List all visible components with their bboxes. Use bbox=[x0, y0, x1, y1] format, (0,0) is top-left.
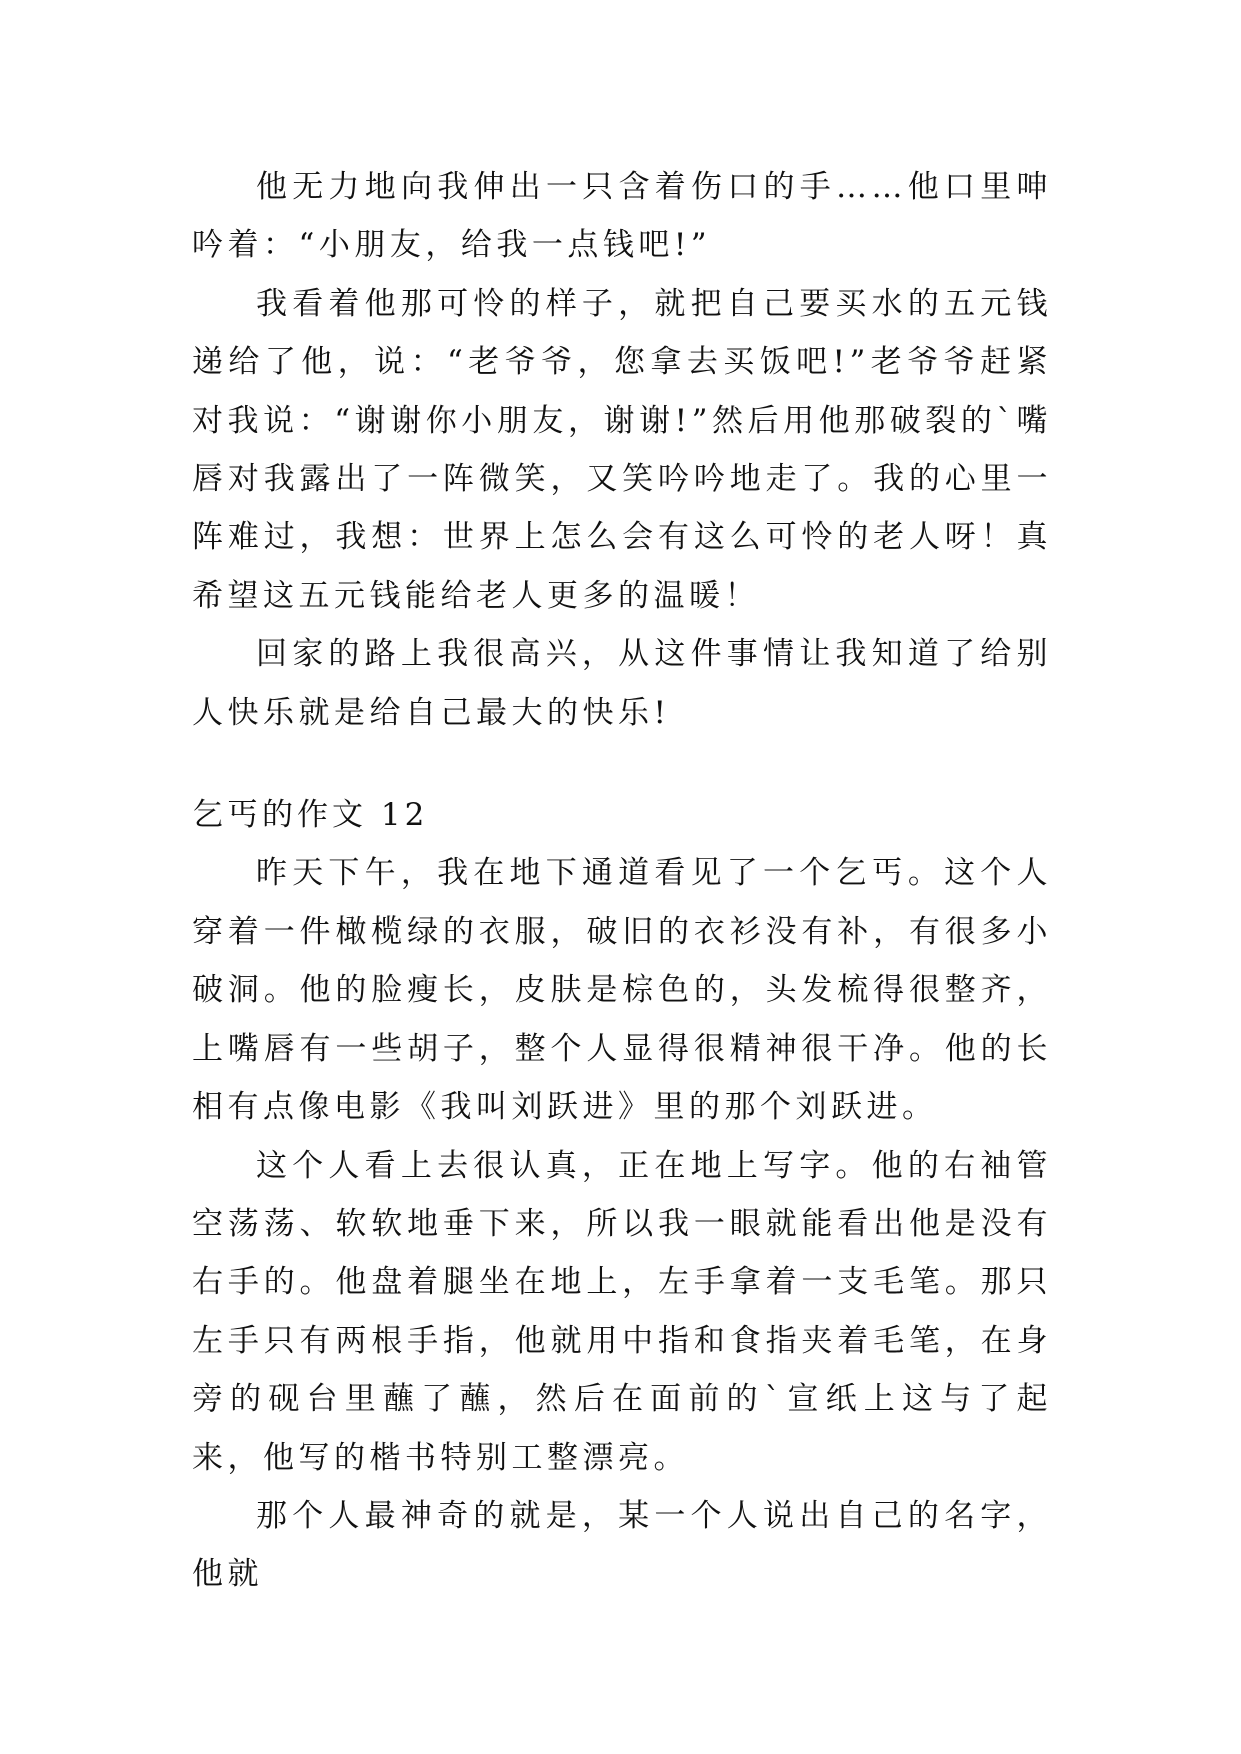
paragraph: 这个人看上去很认真，正在地上写字。他的右袖管空荡荡、软软地垂下来，所以我一眼就能看出他是没有右手的。他盘着腿坐在地上，左手拿着一支毛笔。那只左手只有两根手指，他就用中指和食指夹着毛笔，在身旁的砚台里蘸了蘸，然后在面前的`宣纸上这与了起来，他写的楷书特别工整漂亮。 bbox=[192, 1147, 1052, 1476]
paragraph: 那个人最神奇的就是，某一个人说出自己的名字，他就 bbox=[192, 1497, 1052, 1593]
paragraph: 我看着他那可怜的样子，就把自己要买水的五元钱递给了他，说：“老爷爷，您拿去买饭吧!”老爷爷赶紧对我说：“谢谢你小朋友，谢谢!”然后用他那破裂的`嘴唇对我露出了一阵微笑，又笑吟吟地走了。我的心里一阵难过，我想：世界上怎么会有这么可怜的老人呀！真希望这五元钱能给老人更多的温暖！ bbox=[192, 285, 1052, 614]
paragraph: 他无力地向我伸出一只含着伤口的手……他口里呻吟着：“小朋友，给我一点钱吧!” bbox=[192, 169, 1052, 264]
section-spacer bbox=[192, 742, 1052, 786]
section-title: 乞丐的作文 12 bbox=[192, 797, 429, 834]
document-page bbox=[192, 158, 1052, 1604]
paragraph: 回家的路上我很高兴，从这件事情让我知道了给别人快乐就是给自己最大的快乐! bbox=[192, 636, 1052, 731]
paragraph: 昨天下午，我在地下通道看见了一个乞丐。这个人穿着一件橄榄绿的衣服，破旧的衣衫没有补，有很多小破洞。他的脸瘦长，皮肤是棕色的，头发梳得很整齐，上嘴唇有一些胡子，整个人显得很精神很干净。他的长相有点像电影《我叫刘跃进》里的那个刘跃进。 bbox=[192, 855, 1052, 1126]
